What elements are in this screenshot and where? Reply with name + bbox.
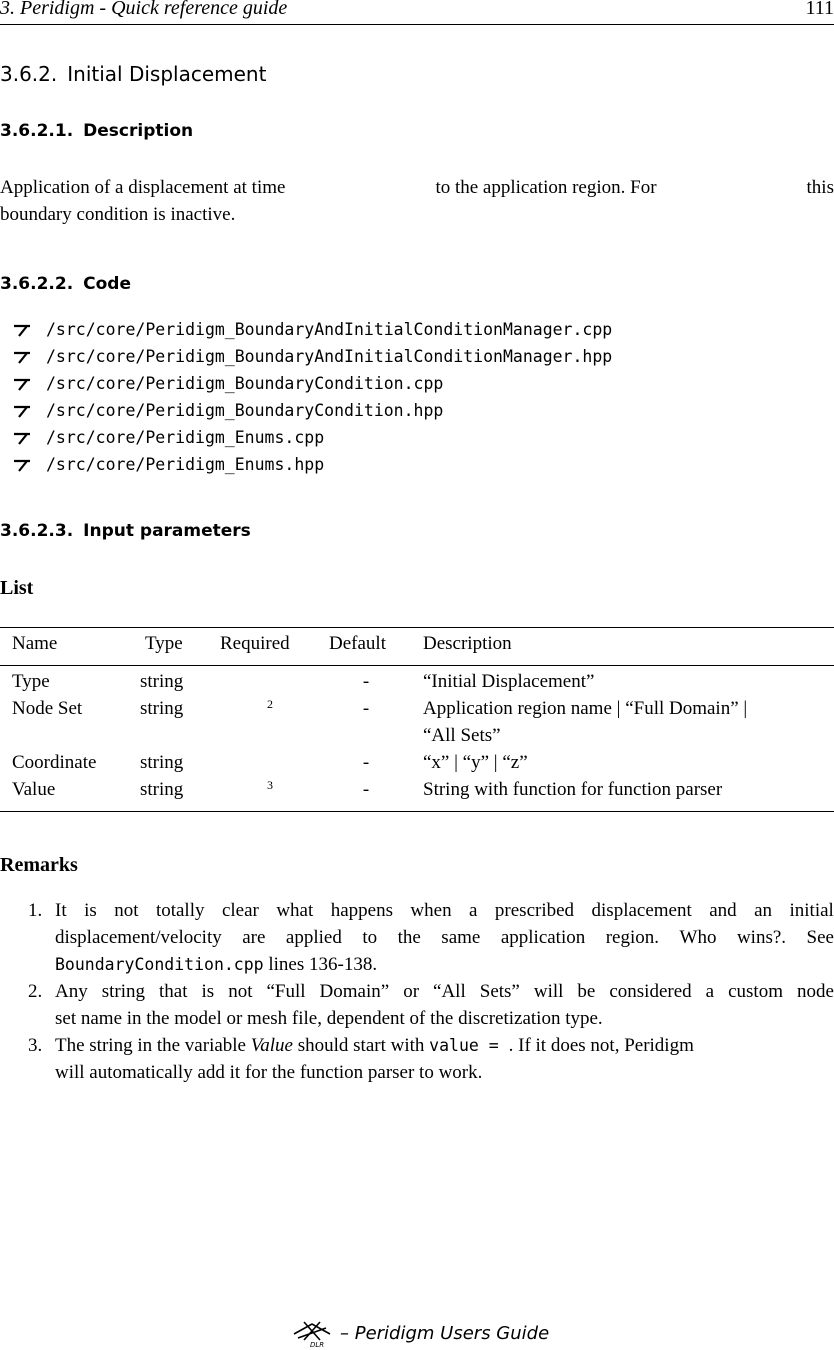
code-title: Code <box>83 274 132 294</box>
remark-word: Domain” <box>319 981 390 1002</box>
remark-word: is <box>201 981 215 1002</box>
dlr-logo <box>290 1318 334 1348</box>
cell-required-footnote: 3 <box>267 778 273 792</box>
remark-word: totally <box>155 900 205 921</box>
cell-type: string <box>140 671 184 692</box>
remark-word: same <box>441 927 481 948</box>
remark-item <box>0 1032 834 1086</box>
remark-code: value = <box>429 1036 509 1055</box>
code-file-path: /src/core/Peridigm_BoundaryAndInitialConditionManager.hpp <box>46 347 613 366</box>
cell-description-continued: “All Sets” <box>423 725 501 746</box>
remark-word: a <box>705 981 715 1002</box>
input-number: 3.6.2.3. <box>0 521 74 541</box>
code-heading <box>0 274 131 294</box>
column-header-type: Type <box>145 633 183 654</box>
description-text-1: Application of a displacement at time <box>0 177 286 198</box>
description-text-2: to the application region. For <box>435 177 657 198</box>
remark-word: happens <box>330 900 393 921</box>
chapter-title: 3. Peridigm - Quick reference guide <box>0 0 288 19</box>
code-file-item <box>10 370 612 397</box>
remark-text: . If it does not, Peridigm <box>508 1035 694 1056</box>
remark-word: prescribed <box>494 900 575 921</box>
cell-description: Application region name | “Full Domain” | <box>423 698 748 719</box>
remark-word: to <box>362 927 378 948</box>
remark-word: See <box>806 927 834 948</box>
remark-word: wins?. <box>736 927 787 948</box>
cell-type: string <box>140 752 184 773</box>
remark-word: Who <box>679 927 717 948</box>
cell-name: Node Set <box>12 698 83 719</box>
remark-word: “Full <box>266 981 306 1002</box>
remark-variable: Value <box>250 1035 293 1056</box>
remark-word: be <box>577 981 596 1002</box>
remark-line <box>55 924 834 951</box>
remark-marker: 3. <box>28 1035 43 1056</box>
cell-type: string <box>140 698 184 719</box>
cell-default: - <box>362 779 370 800</box>
remark-word: initial <box>789 900 834 921</box>
remarks-list <box>0 897 834 1086</box>
arrow-icon <box>10 376 46 392</box>
remark-word: a <box>469 900 478 921</box>
arrow-icon <box>10 349 46 365</box>
remark-word: what <box>276 900 314 921</box>
remark-word: not <box>114 900 139 921</box>
remark-word: application <box>500 927 586 948</box>
column-header-name: Name <box>12 633 58 654</box>
remark-word: region. <box>605 927 660 948</box>
arrow-icon <box>10 430 46 446</box>
running-header <box>0 0 834 25</box>
column-header-default: Default <box>329 633 386 654</box>
code-file-item <box>10 451 612 478</box>
remark-word: “All <box>433 981 466 1002</box>
description-title: Description <box>83 121 194 141</box>
arrow-icon <box>10 457 46 473</box>
description-text-4: boundary condition is inactive. <box>0 204 236 225</box>
remark-line <box>55 1032 834 1059</box>
remark-word: or <box>403 981 420 1002</box>
remark-word: It <box>55 900 67 921</box>
remark-line: set name in the model or mesh file, dependent of the discretization type. <box>55 1008 603 1029</box>
code-file-path: /src/core/Peridigm_Enums.cpp <box>46 428 325 447</box>
remark-text: The string in the variable <box>55 1035 251 1056</box>
remark-word: considered <box>609 981 692 1002</box>
cell-type: string <box>140 779 184 800</box>
cell-name: Value <box>12 779 56 800</box>
remark-text: lines 136-138. <box>263 954 378 975</box>
remark-word: not <box>228 981 253 1002</box>
code-file-item <box>10 397 612 424</box>
remark-line <box>55 978 834 1005</box>
code-file-path: /src/core/Peridigm_BoundaryCondition.hpp <box>46 401 444 420</box>
remark-word: displacement <box>591 900 692 921</box>
cell-default: - <box>362 671 370 692</box>
remark-word: Sets” <box>479 981 520 1002</box>
cell-default: - <box>362 752 370 773</box>
code-file-item <box>10 316 612 343</box>
arrow-icon <box>10 322 46 338</box>
code-file-item <box>10 424 612 451</box>
section-heading <box>0 62 266 86</box>
remark-word: and <box>709 900 737 921</box>
remark-word: the <box>397 927 421 948</box>
remark-word: that <box>159 981 188 1002</box>
remark-code: BoundaryCondition.cpp <box>55 955 264 974</box>
cell-required-footnote: 2 <box>267 697 273 711</box>
remark-word: clear <box>221 900 259 921</box>
remark-word: applied <box>285 927 342 948</box>
column-header-description: Description <box>423 633 512 654</box>
remark-word: will <box>533 981 564 1002</box>
remark-word: node <box>797 981 834 1002</box>
remark-word: when <box>410 900 452 921</box>
code-file-path: /src/core/Peridigm_BoundaryAndInitialConditionManager.cpp <box>46 320 613 339</box>
column-header-required: Required <box>220 633 290 654</box>
logo-text: DLR <box>310 1341 325 1348</box>
code-number: 3.6.2.2. <box>0 274 74 294</box>
remark-word: are <box>242 927 266 948</box>
remark-word: an <box>754 900 773 921</box>
remark-marker: 1. <box>28 900 43 921</box>
code-file-list <box>10 316 612 478</box>
remark-item <box>0 897 834 978</box>
table-top-rule <box>0 627 834 628</box>
description-paragraph <box>0 174 834 228</box>
remark-line <box>55 951 834 978</box>
remark-marker: 2. <box>28 981 43 1002</box>
remarks-label: Remarks <box>0 854 78 876</box>
footer-text: – Peridigm Users Guide <box>340 1322 550 1344</box>
description-heading <box>0 121 193 141</box>
remark-text: should start with <box>292 1035 430 1056</box>
description-text-3: this <box>806 177 834 198</box>
remark-item <box>0 978 834 1032</box>
page-number: 111 <box>805 0 834 19</box>
remark-line <box>55 897 834 924</box>
section-number: 3.6.2. <box>0 62 58 86</box>
description-number: 3.6.2.1. <box>0 121 74 141</box>
remark-word: displacement/velocity <box>55 927 222 948</box>
cell-name: Coordinate <box>12 752 97 773</box>
remark-word: custom <box>728 981 783 1002</box>
remark-line: will automatically add it for the function parser to work. <box>55 1062 483 1083</box>
remark-word: string <box>101 981 146 1002</box>
cell-default: - <box>362 698 370 719</box>
list-label: List <box>0 577 34 599</box>
cell-description: “Initial Displacement” <box>423 671 595 692</box>
code-file-path: /src/core/Peridigm_Enums.hpp <box>46 455 325 474</box>
page-footer <box>290 1318 549 1348</box>
cell-description: String with function for function parser <box>423 779 723 800</box>
arrow-icon <box>10 403 46 419</box>
remark-word: is <box>84 900 97 921</box>
cell-name: Type <box>12 671 50 692</box>
cell-description: “x” | “y” | “z” <box>423 752 528 773</box>
remark-word: Any <box>55 981 88 1002</box>
input-title: Input parameters <box>83 521 251 541</box>
table-bottom-rule <box>0 811 834 812</box>
section-title: Initial Displacement <box>67 62 267 86</box>
code-file-item <box>10 343 612 370</box>
table-header-rule <box>0 665 834 666</box>
code-file-path: /src/core/Peridigm_BoundaryCondition.cpp <box>46 374 444 393</box>
input-heading <box>0 521 251 541</box>
